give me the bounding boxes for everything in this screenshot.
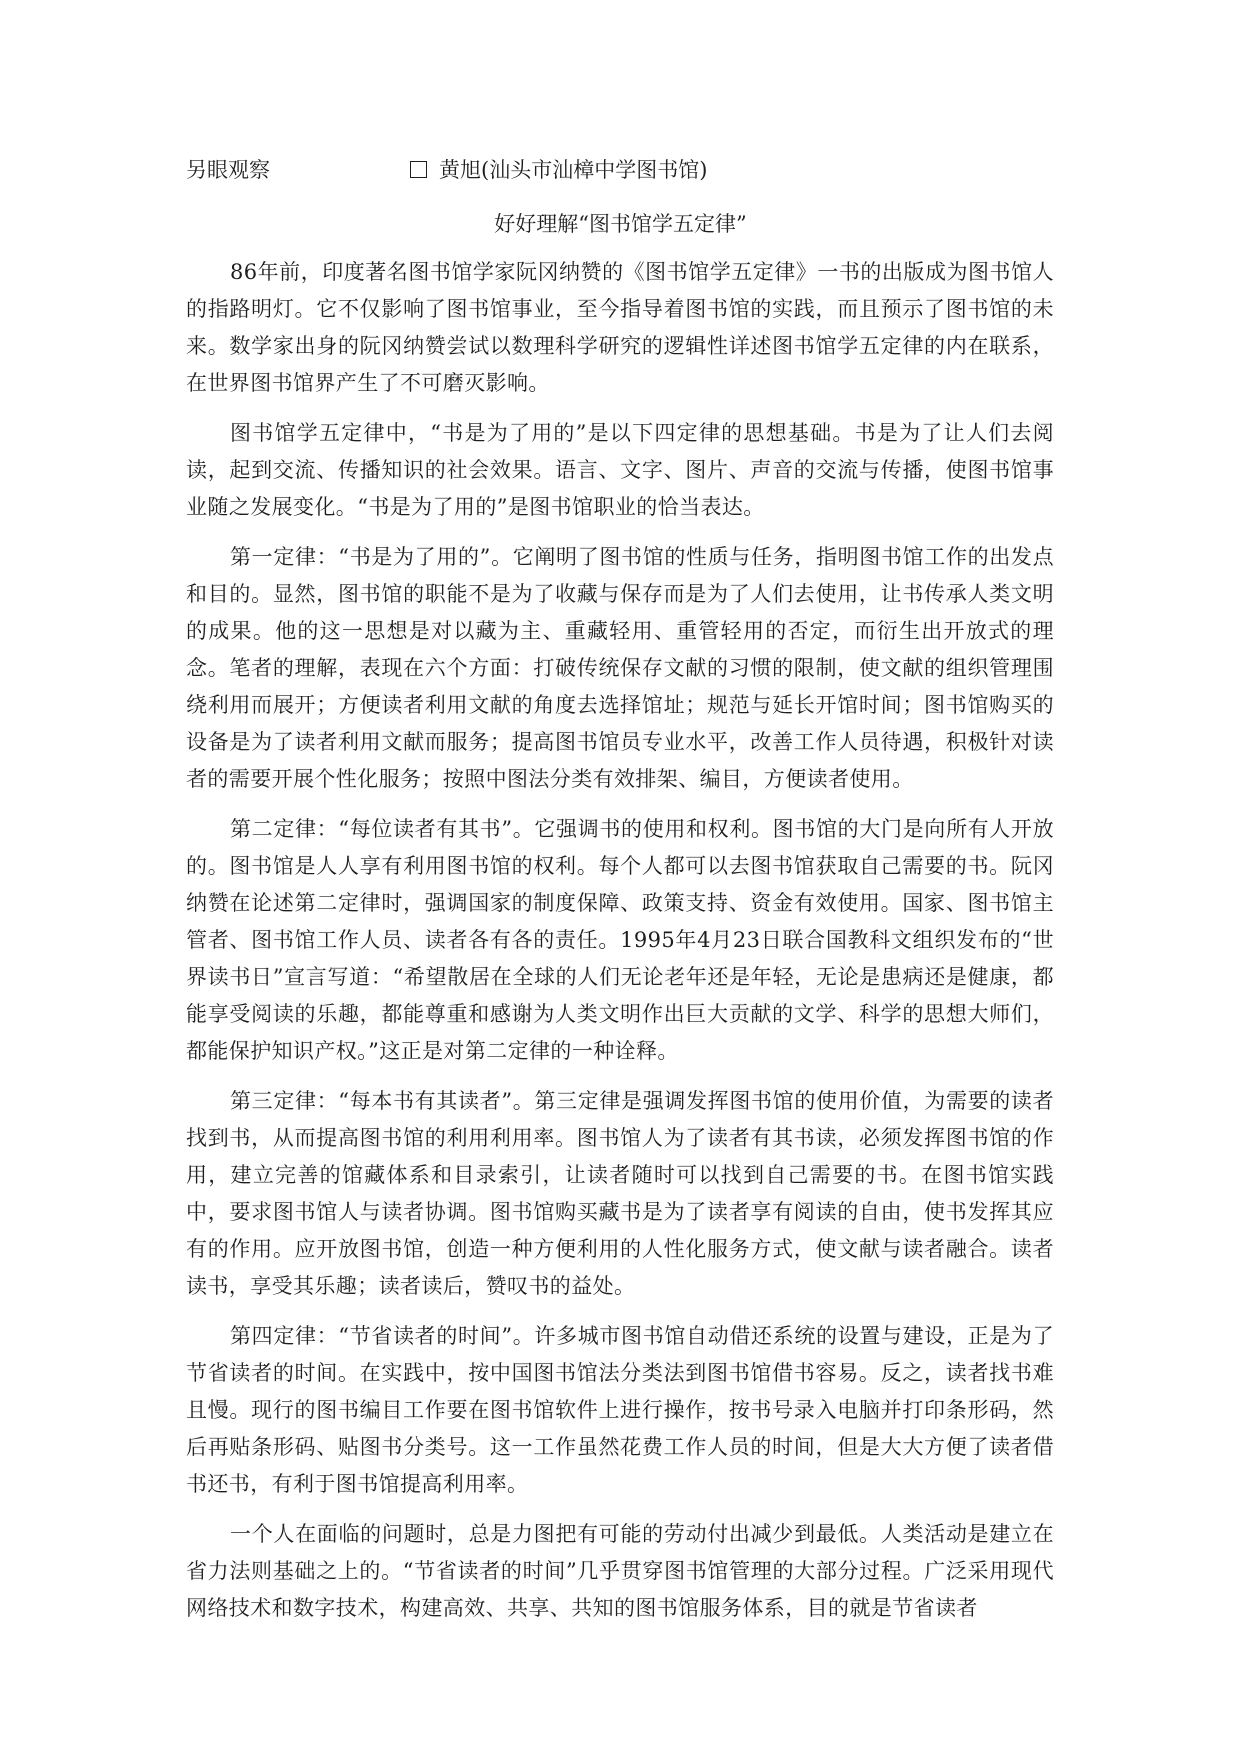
paragraph: 第三定律：“每本书有其读者”。第三定律是强调发挥图书馆的使用价值，为需要的读者找到书，从而提高图书馆的利用利用率。图书馆人为了读者有其书读，必须发挥图书馆的作用，建立完善的馆藏体系和目录索引，让读者随时可以找到自己需要的书。在图书馆实践中，要求图书馆人与读者协调。图书馆购买藏书是为了读者享有阅读的自由，使书发挥其应有的作用。应开放图书馆，创造一种方便利用的人性化服务方式，使文献与读者融合。读者读书，享受其乐趣；读者读后，赞叹书的益处。	[186, 1089, 1054, 1298]
paragraph: 第二定律：“每位读者有其书”。它强调书的使用和权利。图书馆的大门是向所有人开放的。图书馆是人人享有利用图书馆的权利。每个人都可以去图书馆获取自己需要的书。阮冈纳赞在论述第二定律时，强调国家的制度保障、政策支持、资金有效使用。国家、图书馆主管者、图书馆工作人员、读者各有各的责任。1995年4月23日联合国教科文组织发布的“世界读书日”宣言写道：“希望散居在全球的人们无论老年还是年轻，无论是患病还是健康，都能享受阅读的乐趣，都能尊重和感谢为人类文明作出巨大贡献的文学、科学的思想大师们，都能保护知识产权。”这正是对第二定律的一种诠释。	[186, 817, 1054, 1063]
column-header	[186, 152, 1086, 188]
paragraph: 86年前，印度著名图书馆学家阮冈纳赞的《图书馆学五定律》一书的出版成为图书馆人的指路明灯。它不仅影响了图书馆事业，至今指导着图书馆的实践，而且预示了图书馆的未来。数学家出身的阮冈纳赞尝试以数理科学研究的逻辑性详述图书馆学五定律的内在联系，在世界图书馆界产生了不可磨灭影响。	[186, 260, 1054, 395]
article-title: 好好理解“图书馆学五定律”	[494, 212, 747, 236]
article-body	[186, 254, 1054, 1640]
paragraph: 第一定律：“书是为了用的”。它阐明了图书馆的性质与任务，指明图书馆工作的出发点和目的。显然，图书馆的职能不是为了收藏与保存而是为了人们去使用，让书传承人类文明的成果。他的这一思想是对以藏为主、重藏轻用、重管轻用的否定，而衍生出开放式的理念。笔者的理解，表现在六个方面：打破传统保存文献的习惯的限制，使文献的组织管理围绕利用而展开；方便读者利用文献的角度去选择馆址；规范与延长开馆时间；图书馆购买的设备是为了读者利用文献而服务；提高图书馆员专业水平，改善工作人员待遇，积极针对读者的需要开展个性化服务；按照中图法分类有效排架、编目，方便读者使用。	[186, 545, 1054, 791]
author-text: 黄旭(汕头市汕樟中学图书馆)	[439, 158, 708, 182]
paragraph: 第四定律：“节省读者的时间”。许多城市图书馆自动借还系统的设置与建设，正是为了节省读者的时间。在实践中，按中国图书馆法分类法到图书馆借书容易。反之，读者找书难且慢。现行的图书编目工作要在图书馆软件上进行操作，按书号录入电脑并打印条形码，然后再贴条形码、贴图书分类号。这一工作虽然花费工作人员的时间，但是大大方便了读者借书还书，有利于图书馆提高利用率。	[186, 1324, 1054, 1496]
paragraph: 一个人在面临的问题时，总是力图把有可能的劳动付出减少到最低。人类活动是建立在省力法则基础之上的。“节省读者的时间”几乎贯穿图书馆管理的大部分过程。广泛采用现代网络技术和数字技术，构建高效、共享、共知的图书馆服务体系，目的就是节省读者	[186, 1522, 1054, 1620]
author-byline	[410, 152, 707, 188]
column-name: 另眼观察	[186, 158, 270, 182]
square-box-icon	[410, 161, 427, 178]
paragraph: 图书馆学五定律中，“书是为了用的”是以下四定律的思想基础。书是为了让人们去阅读，起到交流、传播知识的社会效果。语言、文字、图片、声音的交流与传播，使图书馆事业随之发展变化。“书是为了用的”是图书馆职业的恰当表达。	[186, 421, 1054, 519]
